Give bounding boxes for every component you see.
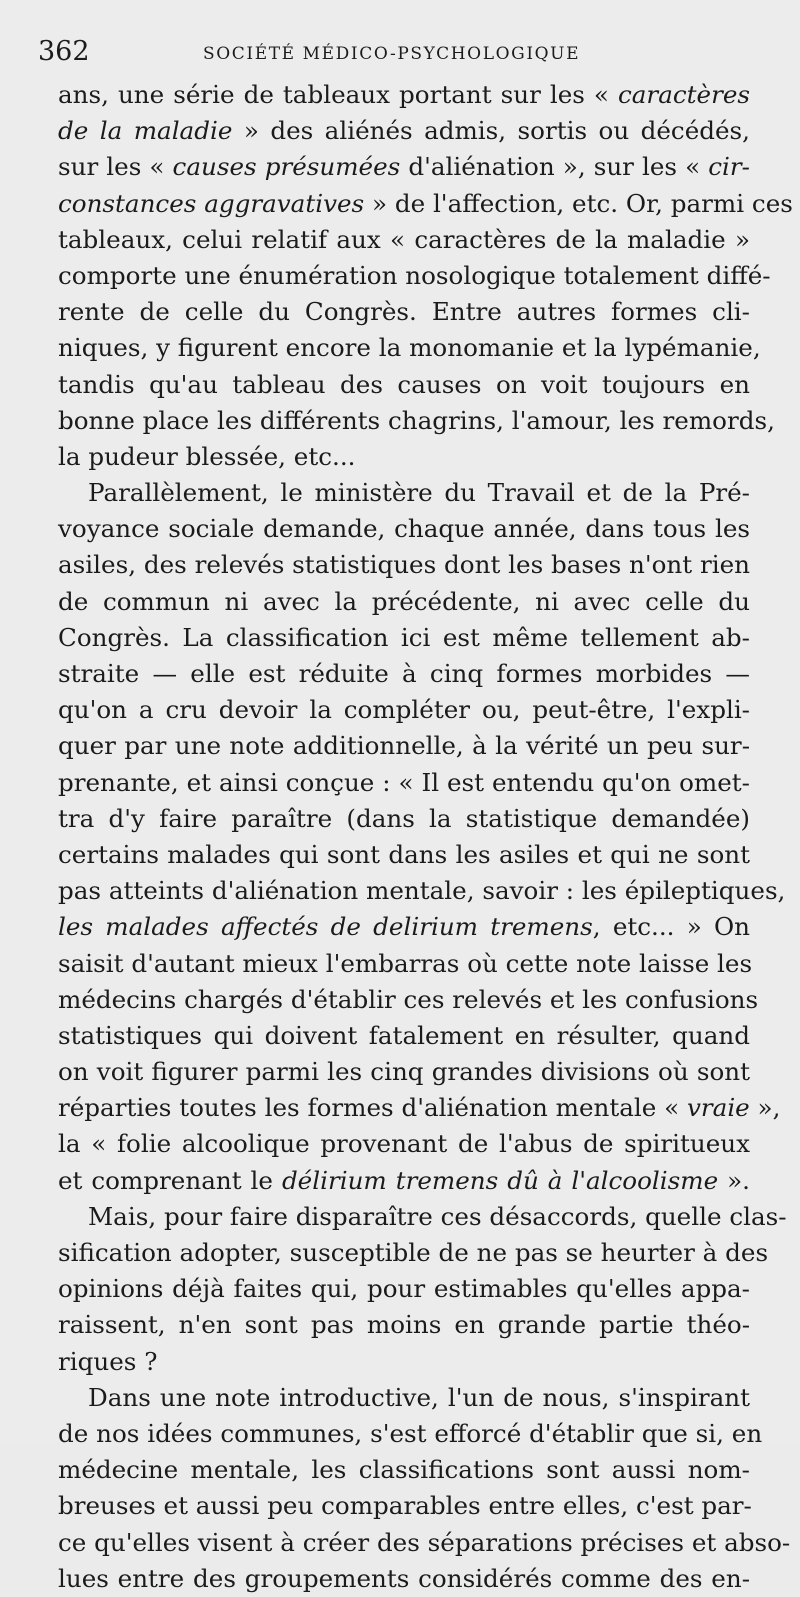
text-run: tandis qu'au tableau des causes on voit toujours en xyxy=(58,369,750,399)
text-run: opinions déjà faites qui, pour estimables qu'elles appa- xyxy=(58,1274,750,1304)
text-line xyxy=(58,946,753,982)
italic-text: vraie xyxy=(687,1093,750,1123)
text-run: comporte une énumération nosologique totalement diffé- xyxy=(58,260,771,290)
text-line xyxy=(58,403,775,439)
text-line xyxy=(58,765,750,801)
text-line xyxy=(58,1163,750,1199)
text-line xyxy=(58,1018,750,1054)
text-line xyxy=(58,222,750,258)
text-line xyxy=(58,330,761,366)
text-line xyxy=(58,1488,750,1524)
text-line xyxy=(58,1380,750,1416)
text-line xyxy=(58,728,750,764)
text-run: et comprenant le xyxy=(58,1165,282,1195)
text-run: certains malades qui sont dans les asiles et qui ne sont xyxy=(58,839,750,869)
text-line xyxy=(58,1416,763,1452)
text-run: de nos idées communes, s'est efforcé d'établir que si, en xyxy=(58,1418,763,1448)
text-run: médecine mentale, les classifications sont aussi nom- xyxy=(58,1455,750,1485)
text-run: Parallèlement, le ministère du Travail et de la Pré- xyxy=(88,478,750,508)
text-line xyxy=(58,547,750,583)
text-run: médecins chargés d'établir ces relevés et les confusions xyxy=(58,984,759,1014)
text-run: on voit figurer parmi les cinq grandes divisions où sont xyxy=(58,1057,750,1087)
text-line xyxy=(58,439,750,475)
italic-text: constances aggravatives xyxy=(58,188,365,218)
text-run: prenante, et ainsi conçue : « Il est entendu qu'on omet- xyxy=(58,767,750,797)
text-run: ce qu'elles visent à créer des séparations précises et abso- xyxy=(58,1527,791,1557)
text-line xyxy=(58,801,750,837)
text-line xyxy=(58,584,750,620)
text-line xyxy=(58,1271,750,1307)
text-line xyxy=(58,837,750,873)
italic-text: les malades affectés de delirium tremens xyxy=(58,912,593,942)
text-line xyxy=(58,982,759,1018)
text-run: riques ? xyxy=(58,1346,158,1376)
page-number: 362 xyxy=(38,36,90,67)
text-run: réparties toutes les formes d'aliénation mentale « xyxy=(58,1093,687,1123)
text-run: ans, une série de tableaux portant sur les « xyxy=(58,80,618,109)
running-head xyxy=(38,34,750,70)
text-run: , etc... » On xyxy=(592,912,750,942)
text-run: sur les « xyxy=(58,152,173,182)
text-run: pas atteints d'aliénation mentale, savoir : les épileptiques, xyxy=(58,876,786,906)
text-line xyxy=(58,1090,781,1126)
text-run: Congrès. La classification ici est même tellement ab- xyxy=(58,622,750,652)
text-line xyxy=(58,77,750,113)
text-run: rente de celle du Congrès. Entre autres formes cli- xyxy=(58,297,750,327)
text-run: », xyxy=(749,1093,781,1123)
text-run: straite — elle est réduite à cinq formes morbides — xyxy=(58,659,750,688)
text-run: d'aliénation », sur les « xyxy=(400,152,709,182)
text-line xyxy=(58,1525,791,1561)
text-run: statistiques qui doivent fatalement en résulter, quand xyxy=(58,1020,750,1050)
text-run: ». xyxy=(718,1165,750,1195)
text-run: la pudeur blessée, etc... xyxy=(58,441,356,471)
text-run: niques, y figurent encore la monomanie et la lypémanie, xyxy=(58,333,761,363)
text-line xyxy=(58,186,793,222)
text-run: de commun ni avec la précédente, ni avec celle du xyxy=(58,586,750,616)
text-line xyxy=(58,1199,787,1235)
text-run: tableaux, celui relatif aux « caractères de la maladie » xyxy=(58,224,750,254)
text-line xyxy=(58,511,750,547)
text-run: bonne place les différents chagrins, l'amour, les remords, xyxy=(58,405,775,435)
text-line xyxy=(58,367,750,403)
italic-text: caractères xyxy=(618,80,750,109)
text-line xyxy=(58,113,750,149)
text-line xyxy=(58,873,786,909)
body-text xyxy=(58,77,793,1597)
text-run: breuses et aussi peu comparables entre elles, c'est par- xyxy=(58,1491,752,1521)
text-line xyxy=(58,1235,769,1271)
text-run: la « folie alcoolique provenant de l'abus de spiritueux xyxy=(58,1129,750,1159)
text-run: qu'on a cru devoir la compléter ou, peut-être, l'expli- xyxy=(58,695,750,725)
text-run: Dans une note introductive, l'un de nous, s'inspirant xyxy=(88,1382,750,1412)
text-line xyxy=(58,1561,750,1597)
text-line xyxy=(58,1344,750,1380)
text-run: saisit d'autant mieux l'embarras où cette note laisse les xyxy=(58,948,753,978)
italic-text: causes présumées xyxy=(172,152,401,182)
text-line xyxy=(58,475,750,511)
text-line xyxy=(58,294,750,330)
text-run: raissent, n'en sont pas moins en grande partie théo- xyxy=(58,1310,750,1340)
text-run: » des aliénés admis, sortis ou décédés, xyxy=(232,116,751,146)
text-line xyxy=(58,656,750,692)
text-line xyxy=(58,1307,750,1343)
text-line xyxy=(58,1054,750,1090)
italic-text: délirium tremens dû à l'alcoolisme xyxy=(281,1165,719,1195)
text-run: quer par une note additionnelle, à la vérité un peu sur- xyxy=(58,731,750,761)
italic-text: de la maladie xyxy=(58,116,233,146)
text-run: lues entre des groupements considérés comme des en- xyxy=(58,1563,750,1593)
text-run: » de l'affection, etc. Or, parmi ces xyxy=(364,188,793,218)
text-line xyxy=(58,692,750,728)
italic-text: cir- xyxy=(708,152,750,182)
text-line xyxy=(58,1126,750,1162)
text-line xyxy=(58,258,771,294)
text-line xyxy=(58,149,750,185)
text-run: sification adopter, susceptible de ne pas se heurter à des xyxy=(58,1238,769,1267)
text-run: tra d'y faire paraître (dans la statistique demandée) xyxy=(58,803,750,833)
text-run: Mais, pour faire disparaître ces désaccords, quelle clas- xyxy=(88,1201,787,1231)
text-line xyxy=(58,1452,750,1488)
text-line xyxy=(58,620,750,656)
running-title: SOCIÉTÉ MÉDICO-PSYCHOLOGIQUE xyxy=(203,44,581,64)
text-run: voyance sociale demande, chaque année, dans tous les xyxy=(58,514,750,544)
text-line xyxy=(58,909,750,945)
text-run: asiles, des relevés statistiques dont les bases n'ont rien xyxy=(58,550,750,580)
